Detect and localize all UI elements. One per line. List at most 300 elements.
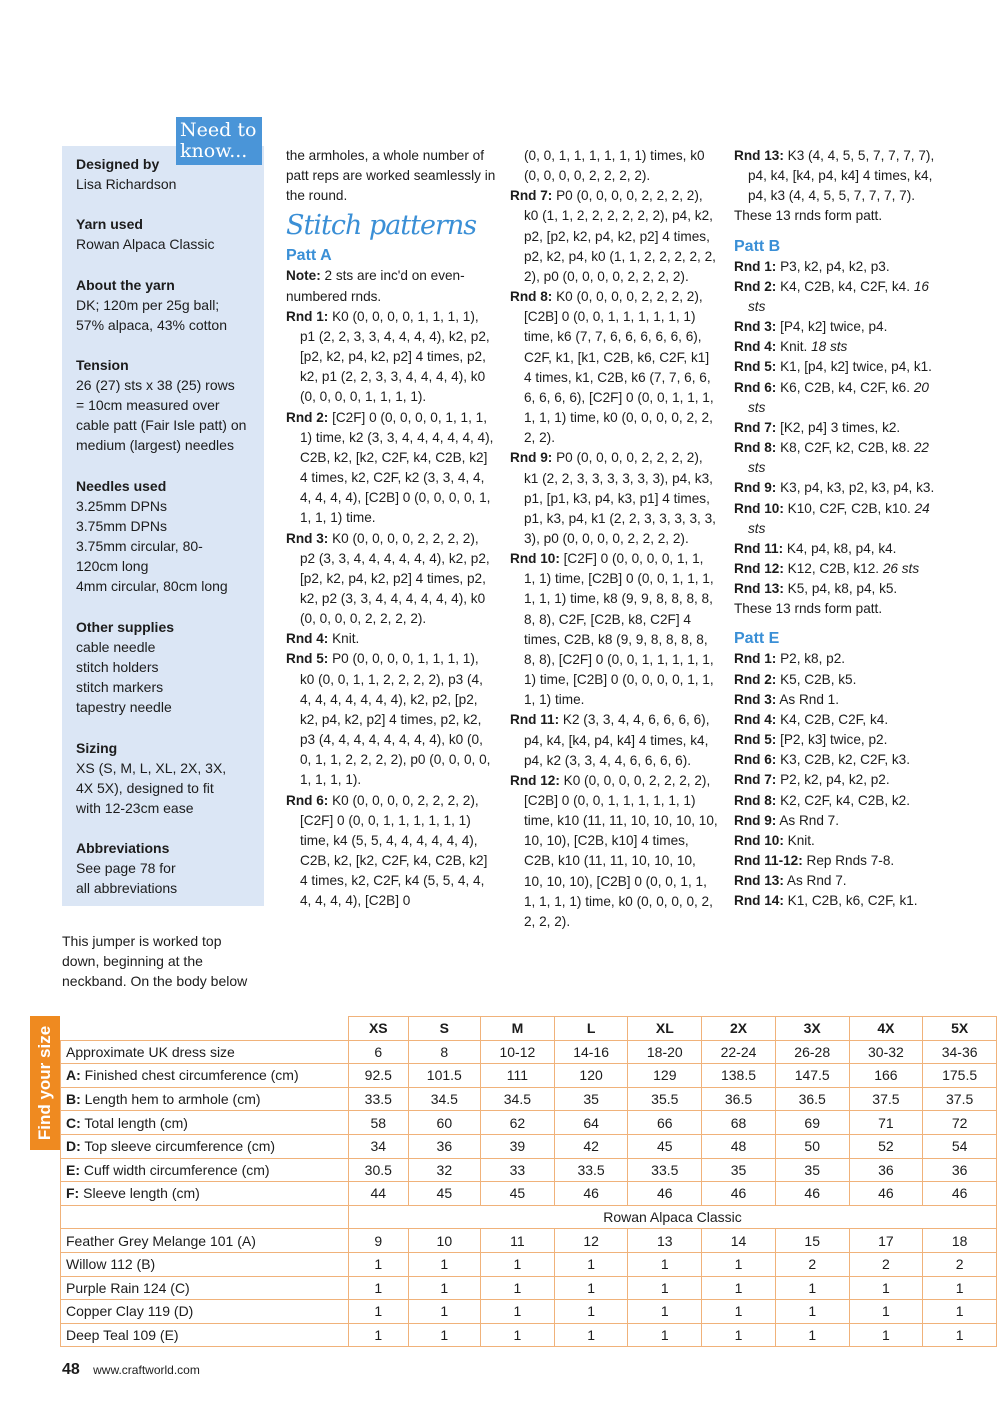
row-label-text: Finished chest circumference (cm) [80, 1067, 299, 1084]
round-text: As Rnd 7. [776, 812, 840, 828]
table-cell: 9 [349, 1229, 409, 1253]
sidebar-heading: Other supplies [76, 619, 175, 635]
table-cell: 2 [775, 1252, 849, 1276]
table-cell: 1 [849, 1323, 923, 1347]
table-cell: 54 [923, 1134, 997, 1158]
row-label-text: Top sleeve circumference (cm) [80, 1138, 276, 1155]
row-label-text: Length hem to armhole (cm) [80, 1091, 261, 1108]
pattern-round [734, 378, 944, 418]
sidebar-section [76, 275, 261, 335]
pattern-round [734, 750, 944, 770]
pattern-round [734, 499, 944, 539]
pattern-round [734, 539, 944, 559]
size-header: 5X [923, 1017, 997, 1041]
pattern-round [286, 408, 496, 529]
table-cell: 1 [408, 1323, 480, 1347]
pattern-round [734, 337, 944, 357]
sidebar-line: = 10cm measured over [76, 397, 220, 413]
round-label: Rnd 7: [510, 188, 553, 204]
table-cell: 6 [349, 1040, 409, 1064]
size-header: XL [628, 1017, 702, 1041]
round-label: Rnd 8: [734, 440, 777, 456]
round-text: K3 (4, 4, 5, 5, 7, 7, 7, 7), p4, k4, [k4, p4, k4] 4 times, k4, p4, k3 (4, 4, 5, 5, 7, 7, 7, 7). [748, 148, 935, 204]
round-label: Rnd 13: [734, 148, 784, 163]
table-cell: 72 [923, 1111, 997, 1135]
pattern-round [510, 549, 718, 710]
size-header: 3X [775, 1017, 849, 1041]
table-cell: 35.5 [628, 1087, 702, 1111]
round-label: Rnd 12: [734, 560, 784, 576]
table-row [61, 1252, 997, 1276]
table-cell: 34-36 [923, 1040, 997, 1064]
table-row [61, 1300, 997, 1324]
table-cell: 11 [481, 1229, 555, 1253]
stitch-count: 24 sts [748, 500, 930, 536]
sidebar-line: with 12-23cm ease [76, 800, 194, 816]
round-text: [P2, k3] twice, p2. [776, 732, 888, 748]
pattern-round [286, 649, 496, 790]
pattern-round [510, 771, 718, 932]
round-text: As Rnd 1. [776, 691, 840, 707]
pattern-round [510, 186, 718, 287]
table-row [61, 1229, 997, 1253]
round-label: Rnd 1: [734, 651, 777, 667]
table-cell: 1 [702, 1323, 776, 1347]
pattern-round [734, 891, 944, 911]
round-text: K4, C2B, C2F, k4. [776, 711, 889, 727]
sidebar-line: 4X 5X), designed to fit [76, 780, 214, 796]
table-cell: 120 [554, 1064, 628, 1088]
table-cell: 33.5 [628, 1158, 702, 1182]
sidebar-section [76, 154, 261, 194]
round-label: Rnd 7: [734, 419, 777, 435]
round-text: K0 (0, 0, 0, 0, 2, 2, 2, 2), [C2B] 0 (0, 0, 1, 1, 1, 1, 1, 1) time, k6 (7, 7, 6, 6, 6, 6, 6, 6), C2F, k1, [k1, C2B, k6, C2F, k1] 4 times, k1, C2B, k6 (7, 7, 6, 6, 6, 6, 6, 6), [C2F] 0 (0, 0, 1, 1, 1, 1, 1, 1) time, k0 (0, 0, 0, 0, 2, 2, 2, 2). [524, 289, 714, 446]
table-cell: 64 [554, 1111, 628, 1135]
sidebar-heading: Needles used [76, 478, 167, 494]
size-header: S [408, 1017, 480, 1041]
patt-a-rounds-3 [734, 146, 944, 206]
pattern-round [734, 770, 944, 790]
column-1 [286, 146, 496, 911]
sidebar-line: 3.75mm circular, 80- [76, 538, 203, 554]
table-cell: 62 [481, 1111, 555, 1135]
pattern-round [286, 629, 496, 649]
pattern-round [734, 146, 944, 206]
round-label: Rnd 6: [734, 752, 777, 768]
size-table [60, 1016, 997, 1347]
row-label [61, 1323, 349, 1347]
table-cell: 1 [554, 1252, 628, 1276]
table-cell: 12 [554, 1229, 628, 1253]
sidebar-section [76, 838, 261, 898]
patt-a-end: These 13 rnds form patt. [734, 208, 883, 224]
table-cell: 1 [628, 1252, 702, 1276]
table-cell: 1 [923, 1300, 997, 1324]
table-cell: 175.5 [923, 1064, 997, 1088]
pattern-round [734, 418, 944, 438]
pattern-round [734, 670, 944, 690]
table-cell: 1 [775, 1323, 849, 1347]
table-cell: 1 [349, 1300, 409, 1324]
patt-a-rounds-1 [286, 307, 496, 912]
sidebar-line: Lisa Richardson [76, 176, 177, 192]
round-label: Rnd 10: [734, 500, 784, 516]
table-cell: 18-20 [628, 1040, 702, 1064]
pattern-round [734, 649, 944, 669]
round-text: P2, k2, p4, k2, p2. [776, 772, 890, 788]
table-cell: 35 [554, 1087, 628, 1111]
column-3 [734, 146, 944, 911]
sidebar-section [76, 355, 261, 455]
sidebar-heading: About the yarn [76, 277, 175, 293]
round-text: K1, [p4, k2] twice, p4, k1. [776, 359, 932, 375]
table-cell: 66 [628, 1111, 702, 1135]
round-text: Knit. [776, 339, 808, 355]
round-text: K3, C2B, k2, C2F, k3. [776, 752, 911, 768]
find-your-size-tab [30, 1016, 60, 1150]
size-header: XS [349, 1017, 409, 1041]
table-cell: 147.5 [775, 1064, 849, 1088]
row-label-text: Purple Rain 124 (C) [66, 1279, 190, 1296]
round-label: Rnd 3: [286, 530, 329, 546]
table-cell: 36.5 [775, 1087, 849, 1111]
size-header: L [554, 1017, 628, 1041]
round-label: Rnd 6: [734, 379, 777, 395]
pattern-round [510, 287, 718, 448]
size-header: 2X [702, 1017, 776, 1041]
round-text: P0 (0, 0, 0, 0, 1, 1, 1, 1), k0 (0, 0, 1, 1, 2, 2, 2, 2), p3 (4, 4, 4, 4, 4, 4, 4, 4), k2, p2, [p2, k2, p4, k2, p2] 4 times, p2, k2, p3 (4, 4, 4, 4, 4, 4, 4, 4), k0 (0, 0, 1, 1, 2, 2, 2, 2), p0 (0, 0, 0, 0, 1, 1, 1, 1). [300, 651, 491, 788]
yarn-header: Rowan Alpaca Classic [349, 1205, 997, 1229]
yarn-header-row [61, 1205, 997, 1229]
round-label: Rnd 10: [734, 832, 784, 848]
round-label: Rnd 5: [734, 732, 777, 748]
patt-e-heading: Patt E [734, 630, 780, 648]
table-cell: 1 [481, 1300, 555, 1324]
round-label: Rnd 4: [286, 631, 329, 647]
table-cell: 35 [775, 1158, 849, 1182]
table-cell: 26-28 [775, 1040, 849, 1064]
table-cell: 1 [554, 1323, 628, 1347]
sidebar-section [76, 476, 261, 596]
patt-a-rounds-2 [510, 186, 718, 932]
table-cell: 71 [849, 1111, 923, 1135]
note-label: Note: [286, 268, 321, 284]
table-cell: 36 [849, 1158, 923, 1182]
table-cell: 13 [628, 1229, 702, 1253]
sidebar-line: 26 (27) sts x 38 (25) rows [76, 377, 235, 393]
table-cell: 39 [481, 1134, 555, 1158]
row-label [61, 1158, 349, 1182]
round-text: K4, C2B, k4, C2F, k4. [776, 278, 911, 294]
round-text: K0 (0, 0, 0, 0, 1, 1, 1, 1), p1 (2, 2, 3, 3, 4, 4, 4, 4), k2, p2, [p2, k2, p4, k2, p2] 4 times, p2, k2, p1 (2, 2, 3, 3, 4, 4, 4, 4), k0 (0, 0, 0, 0, 1, 1, 1, 1). [300, 308, 490, 405]
sidebar-line: tapestry needle [76, 699, 172, 715]
row-label [61, 1229, 349, 1253]
round-label: Rnd 4: [734, 711, 777, 727]
table-cell: 1 [923, 1276, 997, 1300]
round-text: K0 (0, 0, 0, 0, 2, 2, 2, 2), p2 (3, 3, 4, 4, 4, 4, 4, 4), k2, p2, [p2, k2, p4, k2, p2] 4 times, p2, k2, p2 (3, 3, 4, 4, 4, 4, 4, 4), k0 (0, 0, 0, 0, 2, 2, 2, 2). [300, 530, 490, 627]
table-cell: 1 [702, 1252, 776, 1276]
patt-b-rounds [734, 257, 944, 600]
find-your-size-label: Find your size [35, 1025, 54, 1141]
pattern-round [734, 811, 944, 831]
table-cell: 1 [923, 1323, 997, 1347]
round-text: K4, p4, k8, p4, k4. [783, 540, 897, 556]
stitch-count: 22 sts [748, 440, 929, 476]
patt-a-note [286, 266, 496, 306]
table-cell: 32 [408, 1158, 480, 1182]
table-cell: 1 [408, 1252, 480, 1276]
round-text: [P4, k2] twice, p4. [776, 319, 888, 335]
row-label [61, 1252, 349, 1276]
sidebar-heading: Sizing [76, 740, 118, 756]
round-text: K2 (3, 3, 4, 4, 6, 6, 6, 6), p4, k4, [k4, p4, k4] 4 times, k4, p4, k2 (3, 3, 4, 4, 6, 6, 6, 6). [524, 712, 710, 768]
sidebar-line: stitch markers [76, 679, 164, 695]
round-label: Rnd 13: [734, 873, 784, 889]
round-label: Rnd 9: [734, 812, 777, 828]
sidebar-line: 3.25mm DPNs [76, 498, 168, 514]
round-label: Rnd 11: [734, 540, 784, 556]
table-cell: 1 [702, 1300, 776, 1324]
table-cell: 69 [775, 1111, 849, 1135]
table-cell: 33.5 [554, 1158, 628, 1182]
table-cell: 45 [481, 1182, 555, 1206]
table-cell: 22-24 [702, 1040, 776, 1064]
sidebar-heading: Abbreviations [76, 840, 170, 856]
sidebar-line: See page 78 for [76, 860, 176, 876]
sidebar-section [76, 214, 261, 254]
table-cell: 92.5 [349, 1064, 409, 1088]
table-cell: 30-32 [849, 1040, 923, 1064]
stitch-count: 20 sts [748, 379, 929, 415]
table-cell: 1 [775, 1300, 849, 1324]
pattern-round [734, 730, 944, 750]
round-text: P0 (0, 0, 0, 0, 2, 2, 2, 2), k0 (1, 1, 2, 2, 2, 2, 2, 2), p4, k2, p2, [p2, k2, p4, k2, p2] 4 times, p2, k2, p4, k0 (1, 1, 2, 2, 2, 2, 2, 2), p0 (0, 0, 0, 0, 2, 2, 2, 2). [524, 188, 716, 284]
row-letter: A: [66, 1067, 81, 1084]
sidebar-line: 3.75mm DPNs [76, 518, 168, 534]
sidebar-heading: Tension [76, 357, 129, 373]
table-cell: 1 [349, 1276, 409, 1300]
table-cell: 52 [849, 1134, 923, 1158]
sidebar-heading: Yarn used [76, 216, 143, 232]
table-cell: 34.5 [408, 1087, 480, 1111]
sidebar-section [76, 738, 261, 818]
row-label [61, 1064, 349, 1088]
pattern-round [286, 529, 496, 630]
table-cell: 1 [349, 1252, 409, 1276]
table-cell: 166 [849, 1064, 923, 1088]
stitch-count: 16 sts [748, 278, 929, 314]
patt-b-heading: Patt B [734, 237, 781, 255]
row-label-text: Deep Teal 109 (E) [66, 1327, 179, 1344]
round-text: P2, k8, p2. [776, 651, 846, 667]
pattern-round [734, 791, 944, 811]
table-cell: 1 [775, 1276, 849, 1300]
round-label: Rnd 12: [510, 772, 560, 788]
row-label-text: Approximate UK dress size [66, 1043, 235, 1060]
header-blank [61, 1017, 349, 1041]
pattern-round [734, 579, 944, 599]
patt-e-rounds [734, 649, 944, 911]
row-letter: D: [66, 1138, 81, 1155]
round-label: Rnd 8: [510, 289, 553, 305]
table-cell: 8 [408, 1040, 480, 1064]
table-row [61, 1276, 997, 1300]
row-label [61, 1182, 349, 1206]
row-letter: B: [66, 1091, 81, 1108]
row-label [61, 1134, 349, 1158]
row-label [61, 1300, 349, 1324]
table-cell: 36 [408, 1134, 480, 1158]
table-cell: 45 [408, 1182, 480, 1206]
round-label: Rnd 2: [734, 671, 777, 687]
sidebar-section [76, 617, 261, 717]
sidebar-line: 57% alpaca, 43% cotton [76, 317, 227, 333]
round-label: Rnd 3: [734, 691, 777, 707]
pattern-round [510, 710, 718, 770]
round-text: Knit. [328, 631, 360, 647]
round-label: Rnd 11-12: [734, 853, 803, 868]
table-cell: 60 [408, 1111, 480, 1135]
table-cell: 36 [923, 1158, 997, 1182]
size-header-row [61, 1017, 997, 1041]
table-cell: 1 [349, 1323, 409, 1347]
round-text: [C2F] 0 (0, 0, 0, 0, 1, 1, 1, 1) time, k2 (3, 3, 4, 4, 4, 4, 4, 4), C2B, k2, [k2, C2F, k4, C2B, k2] 4 times, k2, C2F, k2 (3, 3, 4, 4, 4, 4, 4, 4), [C2B] 0 (0, 0, 0, 0, 1, 1, 1, 1) time. [300, 409, 494, 526]
pattern-round [734, 710, 944, 730]
table-cell: 14-16 [554, 1040, 628, 1064]
table-cell: 10-12 [481, 1040, 555, 1064]
table-cell: 46 [628, 1182, 702, 1206]
page-number: 48 [62, 1361, 80, 1378]
table-cell: 35 [702, 1158, 776, 1182]
round-label: Rnd 8: [734, 792, 777, 808]
table-cell: 14 [702, 1229, 776, 1253]
pattern-round [734, 690, 944, 710]
table-cell: 1 [554, 1276, 628, 1300]
row-label-text: Total length (cm) [80, 1114, 188, 1131]
round-label: Rnd 7: [734, 772, 777, 788]
row-label [61, 1276, 349, 1300]
round-text: K10, C2F, C2B, k10. [783, 500, 911, 516]
pattern-round [734, 871, 944, 891]
row-label-text: Sleeve length (cm) [79, 1185, 200, 1202]
row-letter: C: [66, 1114, 81, 1131]
round-label: Rnd 3: [734, 319, 777, 335]
footer-url: www.craftworld.com [93, 1363, 200, 1377]
sidebar-line: stitch holders [76, 659, 159, 675]
table-cell: 15 [775, 1229, 849, 1253]
need-to-know-tab: Need to know... [176, 117, 262, 165]
table-cell: 1 [481, 1252, 555, 1276]
row-label [61, 1111, 349, 1135]
round-text: K8, C2F, k2, C2B, k8. [776, 440, 911, 456]
yarn-header-blank [61, 1205, 349, 1229]
intro-text: This jumper is worked top down, beginning at the neckband. On the body below [62, 933, 248, 989]
pattern-round [734, 851, 944, 871]
round-text: K3, p4, k3, p2, k3, p4, k3. [776, 480, 935, 496]
round-label: Rnd 14: [734, 893, 784, 909]
table-cell: 68 [702, 1111, 776, 1135]
table-cell: 36.5 [702, 1087, 776, 1111]
row-label-text: Feather Grey Melange 101 (A) [66, 1232, 256, 1249]
pattern-round [286, 791, 496, 912]
table-row [61, 1134, 997, 1158]
sidebar-heading: Designed by [76, 156, 160, 172]
round-text: K6, C2B, k4, C2F, k6. [776, 379, 911, 395]
row-label-text: Willow 112 (B) [66, 1256, 156, 1273]
round-text: [C2F] 0 (0, 0, 0, 0, 1, 1, 1, 1) time, [C2B] 0 (0, 0, 1, 1, 1, 1, 1, 1) time, k8 (9, 9, 8, 8, 8, 8, 8, 8), C2F, [C2B, k8, C2F] 4 times, C2B, k8 (9, 9, 8, 8, 8, 8, 8, 8), [C2F] 0 (0, 0, 1, 1, 1, 1, 1, 1) time, [C2B] 0 (0, 0, 0, 0, 1, 1, 1, 1) time. [524, 551, 714, 708]
round-label: Rnd 9: [734, 480, 777, 496]
patt-a-heading: Patt A [286, 247, 332, 265]
row-label [61, 1040, 349, 1064]
pattern-round [286, 307, 496, 408]
table-cell: 1 [849, 1300, 923, 1324]
round-text: K2, C2F, k4, C2B, k2. [776, 792, 911, 808]
table-cell: 46 [775, 1182, 849, 1206]
round-text: K1, C2B, k6, C2F, k1. [783, 893, 918, 909]
table-cell: 1 [481, 1276, 555, 1300]
patt-b-end: These 13 rnds form patt. [734, 601, 883, 617]
table-row [61, 1323, 997, 1347]
table-cell: 18 [923, 1229, 997, 1253]
round-label: Rnd 5: [286, 651, 329, 667]
table-cell: 50 [775, 1134, 849, 1158]
table-cell: 42 [554, 1134, 628, 1158]
table-cell: 46 [923, 1182, 997, 1206]
sidebar-line: 120cm long [76, 558, 149, 574]
pattern-round [734, 317, 944, 337]
round-label: Rnd 1: [286, 308, 329, 324]
size-header: M [481, 1017, 555, 1041]
row-letter: F: [66, 1185, 80, 1202]
pattern-round [734, 257, 944, 277]
round-label: Rnd 5: [734, 359, 777, 375]
table-cell: 45 [628, 1134, 702, 1158]
table-cell: 37.5 [849, 1087, 923, 1111]
pattern-round [510, 448, 718, 549]
round-label: Rnd 10: [510, 551, 560, 567]
table-cell: 1 [408, 1276, 480, 1300]
sidebar-line: medium (largest) needles [76, 437, 234, 453]
table-cell: 33 [481, 1158, 555, 1182]
table-cell: 46 [554, 1182, 628, 1206]
round-label: Rnd 1: [734, 258, 777, 274]
table-cell: 48 [702, 1134, 776, 1158]
table-cell: 34.5 [481, 1087, 555, 1111]
table-cell: 17 [849, 1229, 923, 1253]
sidebar-line: cable needle [76, 639, 156, 655]
table-cell: 46 [702, 1182, 776, 1206]
table-cell: 1 [628, 1300, 702, 1324]
table-cell: 33.5 [349, 1087, 409, 1111]
pattern-round [734, 357, 944, 377]
stitch-count: 26 sts [882, 560, 920, 576]
round-text: K5, C2B, k5. [776, 671, 857, 687]
footer [62, 1361, 200, 1379]
round-label: Rnd 9: [510, 450, 553, 466]
table-cell: 1 [628, 1276, 702, 1300]
table-cell: 1 [554, 1300, 628, 1324]
row-letter: E: [66, 1161, 80, 1178]
row-label [61, 1087, 349, 1111]
table-cell: 34 [349, 1134, 409, 1158]
round-label: Rnd 13: [734, 581, 784, 597]
column-2 [510, 146, 718, 932]
pattern-round [734, 559, 944, 579]
round-text: K0 (0, 0, 0, 0, 2, 2, 2, 2), [C2F] 0 (0, 0, 1, 1, 1, 1, 1, 1) time, k4 (5, 5, 4, 4, 4, 4, 4, 4), C2B, k2, [k2, C2F, k4, C2B, k2] 4 times, k2, C2F, k4 (5, 5, 4, 4, 4, 4, 4, 4), [C2B] 0 [300, 792, 488, 909]
sidebar-line: XS (S, M, L, XL, 2X, 3X, [76, 760, 227, 776]
table-cell: 1 [408, 1300, 480, 1324]
table-cell: 58 [349, 1111, 409, 1135]
